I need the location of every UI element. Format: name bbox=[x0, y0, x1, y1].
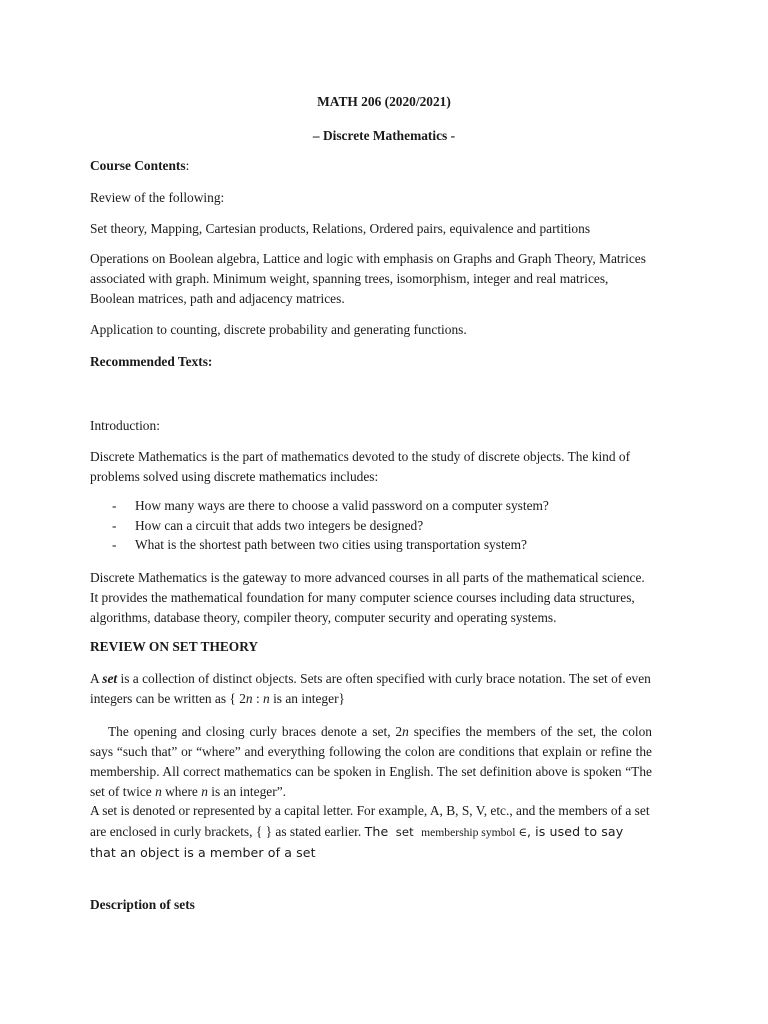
set-notation-line2: are enclosed in curly brackets, { } as stated earlier. The set membership symbol ∈, is used to say bbox=[90, 824, 624, 839]
introduction-paragraph: Discrete Mathematics is the part of mathematics devoted to the study of discrete objects. The kind of problems solved using discrete mathematics includes: bbox=[90, 449, 631, 484]
recommended-texts-heading: Recommended Texts: bbox=[90, 354, 213, 369]
list-item: - How can a circuit that adds two integers be designed? bbox=[112, 517, 424, 533]
introduction-heading: Introduction: bbox=[90, 418, 160, 433]
contents-item-boolean-algebra: Operations on Boolean algebra, Lattice and logic with emphasis on Graphs and Graph Theory, Matrices associated with graph. Minimum weight, spanning trees, isomorphism, integer and real matrices, Boolean matrices, path and adjacency matrices. bbox=[90, 251, 646, 306]
list-item: - What is the shortest path between two cities using transportation system? bbox=[112, 537, 527, 552]
gateway-paragraph: Discrete Mathematics is the gateway to more advanced courses in all parts of the mathematical science. It provides the mathematical foundation for many computer science courses including data structures, algorithms, database theory, compiler theory, computer security and operating systems. bbox=[90, 570, 645, 625]
curly-braces-paragraph: The opening and closing curly braces denote a set, 2n specifies the members of the set, the colon says “such that” or “where” and everything following the colon are conditions that explain or refine the membership. All correct mathematics can be spoken in English. The set definition above is spoken “The set of twice n where n is an integer”. bbox=[90, 724, 652, 799]
review-intro-text: Review of the following: bbox=[90, 190, 225, 205]
set-theory-heading: REVIEW ON SET THEORY bbox=[90, 639, 259, 654]
set-notation-line1: A set is denoted or represented by a capital letter. For example, A, B, S, V, etc., and the members of a set bbox=[90, 803, 650, 818]
question-list bbox=[90, 496, 549, 555]
course-code-title: MATH 206 (2020/2021) bbox=[317, 94, 451, 109]
set-definition-line2: integers can be written as { 2n : n is an integer} bbox=[90, 691, 345, 706]
course-contents-heading: Course Contents: bbox=[90, 158, 190, 173]
list-item: - How many ways are there to choose a valid password on a computer system? bbox=[112, 498, 549, 513]
contents-item-set-theory: Set theory, Mapping, Cartesian products, Relations, Ordered pairs, equivalence and partitions bbox=[90, 221, 591, 236]
set-definition-line1: A set is a collection of distinct objects. Sets are often specified with curly brace notation. The set of even bbox=[90, 671, 651, 686]
set-notation-line3: that an object is a member of a set bbox=[90, 845, 316, 860]
description-of-sets-heading: Description of sets bbox=[90, 897, 195, 912]
course-name-title: – Discrete Mathematics - bbox=[312, 128, 456, 143]
contents-item-counting: Application to counting, discrete probability and generating functions. bbox=[90, 322, 467, 337]
